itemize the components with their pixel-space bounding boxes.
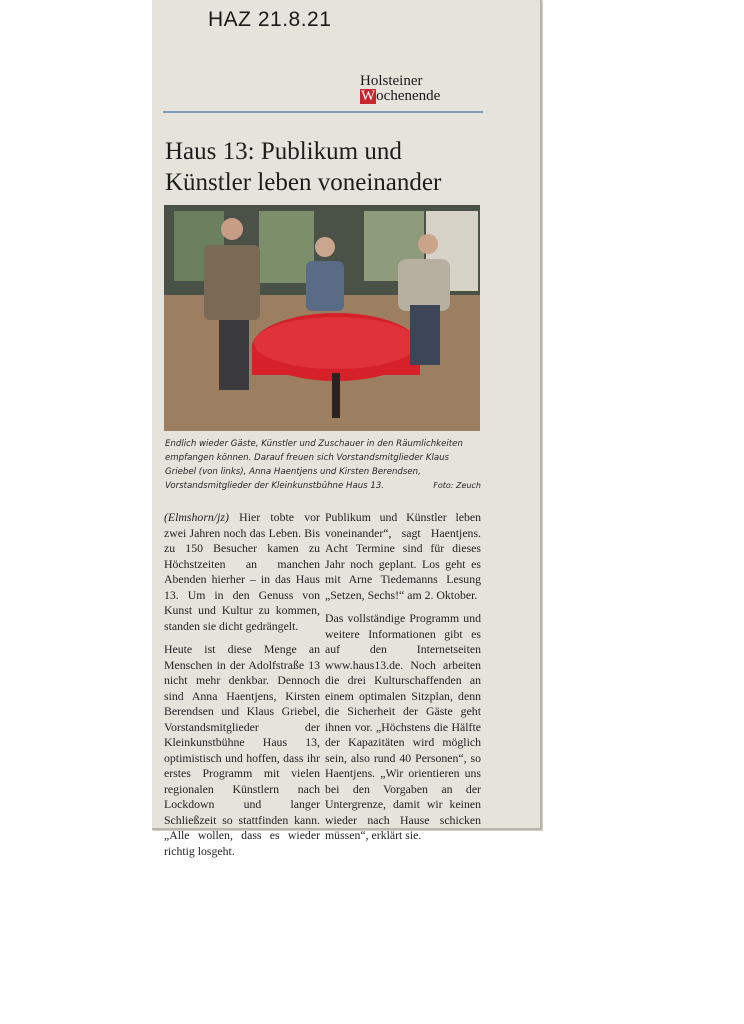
article-photo — [164, 205, 480, 431]
paragraph — [164, 510, 320, 634]
section-logo — [360, 74, 485, 104]
article-column-1 — [164, 510, 320, 867]
dateline: (Elmshorn/jz) — [164, 510, 229, 524]
paragraph: Das vollständige Programm und weitere Informationen gibt es auf den Internetseiten www.haus13.de. Noch arbeiten die drei Kulturschaffenden an einem optimalen Sitzplan, denn die Sicherheit der Gäste geht ihnen vor. „Höchstens die Hälfte der Kapazitäten wird möglich sein, also rund 40 Personen“, so Haentjens. „Wir orientieren uns bei den Vorgaben an der Untergrenze, damit wir keinen wieder nach Hause schicken müssen“, erklärt sie. — [325, 611, 481, 842]
caption-text: Endlich wieder Gäste, Künstler und Zuschauer in den Räumlichkeiten empfangen können. Darauf freuen sich Vorstandsmitglieder Klaus Griebel (von links), Anna Haentjens und Kirsten Berendsen, Vorstandsmitglieder der Kleinkunstbühne Haus 13. — [165, 439, 463, 491]
paragraph: Heute ist diese Menge an Menschen in der Adolfstraße 13 nicht mehr denkbar. Dennoch sind Anna Haentjens, Kirsten Berendsen und Klaus Griebel, Vorstandsmitglieder der Kleinkunstbühne Haus 13, optimistisch und hoffen, dass ihr erstes Programm mit vielen regionalen Künstlern nach Lockdown und langer Schließzeit so stattfinden kann. „Alle wollen, dass es wieder richtig losgeht. — [164, 642, 320, 858]
paragraph: Publikum und Künstler leben voneinander“, sagt Haentjens. Acht Termine sind für dieses Jahr noch geplant. Los geht es mit Arne Tiedemanns Lesung „Setzen, Sechs!“ am 2. Oktober. — [325, 510, 481, 602]
section-divider — [163, 111, 483, 113]
article-headline: Haus 13: Publikum und Künstler leben voneinander — [165, 138, 442, 196]
photo-caption — [165, 437, 481, 493]
article-column-2 — [325, 510, 481, 852]
handwritten-date-note: HAZ 21.8.21 — [208, 8, 332, 31]
logo-line-2-rest: ochenende — [376, 88, 441, 104]
logo-line-2 — [360, 89, 485, 104]
logo-initial: W — [361, 88, 376, 104]
paragraph-text: Hier tobte vor zwei Jahren noch das Leben. Bis zu 150 Besucher kamen zu Höchstzeiten an manchen Abenden hierher – in das Haus 13. Um in den Genuss von Kunst und Kultur zu kommen, standen sie dicht gedrängelt. — [164, 510, 320, 633]
photo-credit: Foto: Zeuch — [433, 481, 481, 490]
logo-line-1: Holsteiner — [360, 73, 423, 89]
